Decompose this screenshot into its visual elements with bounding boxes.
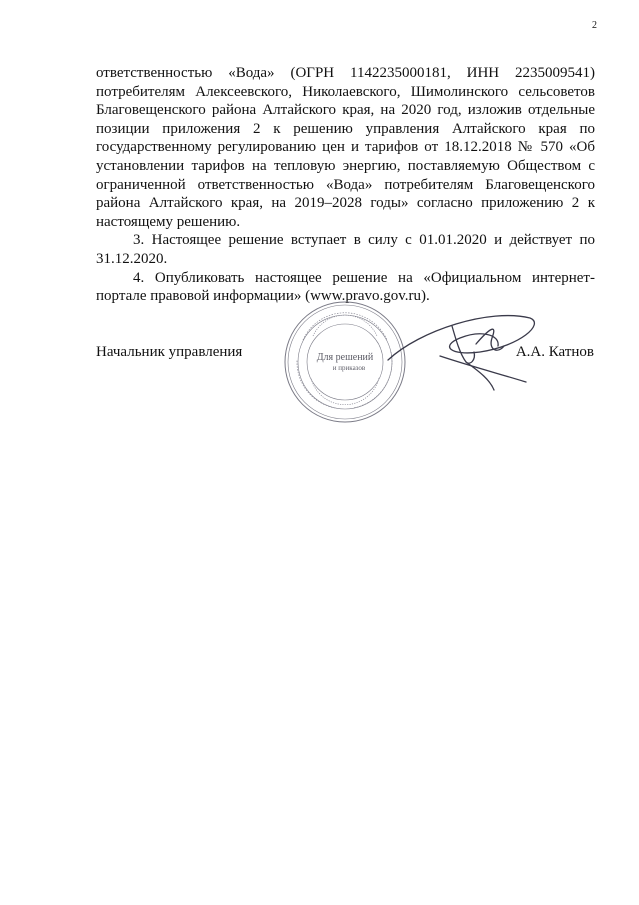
paragraph-continuation: ответственностью «Вода» (ОГРН 1142235000181, ИНН 2235009541) потребителям Алексеевского, Николаевского, Шимолинского сельсоветов Благовещенского района Алтайского края, на 2020 год, изложив отдельные позиции приложения 2 к решению управления Алтайского края по государственному регулированию цен и тарифов от 18.12.2018 № 570 «Об установлении тарифов на тепловую энергию, поставляемую Обществом с ограниченной ответственностью «Вода» потребителям Благовещенского района Алтайского края, на 2019–2028 годы» согласно приложению 2 к настоящему решению. [96, 65, 595, 230]
signer-name: А.А. Катнов [515, 344, 594, 360]
handwritten-signature [380, 300, 540, 395]
document-body [96, 64, 595, 306]
page-number: 2 [592, 20, 597, 31]
signer-title: Начальник управления [96, 344, 243, 360]
seal-center-line1: Для решений [316, 352, 374, 363]
seal-center-line2: и приказов [332, 364, 366, 372]
paragraph-item-4: 4. Опубликовать настоящее решение на «Официальном интернет-портале правовой информации» (www.pravo.gov.ru). [96, 269, 595, 305]
paragraph-item-3: 3. Настоящее решение вступает в силу с 01.01.2020 и действует по 31.12.2020. [96, 232, 595, 267]
